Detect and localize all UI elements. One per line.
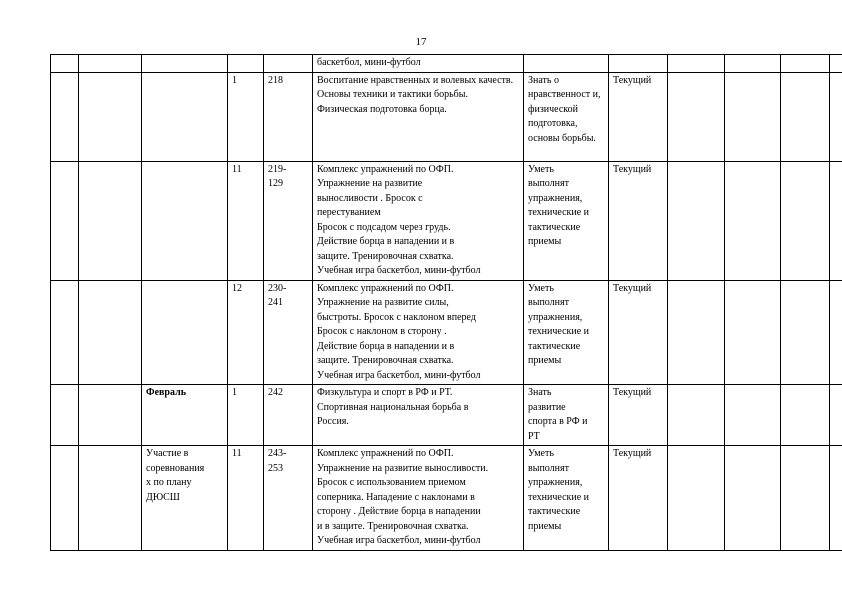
month-cell: [142, 161, 228, 280]
table-cell: [781, 385, 830, 446]
hours-cell: 11: [228, 446, 264, 551]
hours-cell: 1: [228, 72, 264, 161]
lesson-number-cell: 243- 253: [264, 446, 313, 551]
table-cell: [725, 446, 781, 551]
hours-cell: 12: [228, 280, 264, 385]
requirements-cell: Знать развитие спорта в РФ и РТ: [524, 385, 609, 446]
control-cell: Текущий: [609, 385, 668, 446]
table-cell: [228, 55, 264, 73]
table-row: [51, 280, 842, 385]
control-cell: Текущий: [609, 161, 668, 280]
month-cell: Февраль: [142, 385, 228, 446]
lesson-number-cell: 218: [264, 72, 313, 161]
table-cell: [79, 72, 142, 161]
table-cell: [781, 161, 830, 280]
hours-cell: 1: [228, 385, 264, 446]
table-cell: [830, 385, 842, 446]
table-cell: [781, 446, 830, 551]
topic-cell: баскетбол, мини-футбол: [313, 55, 524, 73]
control-cell: Текущий: [609, 72, 668, 161]
table-cell: [668, 280, 725, 385]
month-cell: [142, 72, 228, 161]
table-row: [51, 446, 842, 551]
hours-cell: 11: [228, 161, 264, 280]
table-cell: [51, 55, 79, 73]
table-cell: [830, 72, 842, 161]
table-cell: [830, 55, 842, 73]
table-row: [51, 72, 842, 161]
table-cell: [725, 161, 781, 280]
topic-cell: Комплекс упражнений по ОФП. Упражнение на развитие выносливости. Бросок с использованием приемом соперника. Нападение с наклонами в сторону . Действие борца в нападении и в защите. Тренировочная схватка. Учебная игра баскетбол, мини-футбол: [313, 446, 524, 551]
table-cell: [79, 280, 142, 385]
control-cell: Текущий: [609, 280, 668, 385]
topic-cell: Комплекс упражнений по ОФП. Упражнение на развитие силы, быстроты. Бросок с наклоном вперед Бросок с наклоном в сторону . Действие борца в нападении и в защите. Тренировочная схватка. Учебная игра баскетбол, мини-футбол: [313, 280, 524, 385]
table-cell: [51, 385, 79, 446]
page-number: 17: [415, 36, 427, 48]
table-row: [51, 161, 842, 280]
table-cell: [609, 55, 668, 73]
table-cell: [725, 280, 781, 385]
requirements-cell: Знать о нравственност и, физической подготовка, основы борьбы.: [524, 72, 609, 161]
lesson-plan-table: [50, 54, 842, 551]
table-cell: [51, 161, 79, 280]
table-cell: [725, 55, 781, 73]
lesson-number-cell: 242: [264, 385, 313, 446]
table-cell: [781, 72, 830, 161]
table-cell: [51, 446, 79, 551]
table-cell: [79, 385, 142, 446]
lesson-number-cell: 230- 241: [264, 280, 313, 385]
table-row: [51, 55, 842, 73]
table-cell: [781, 55, 830, 73]
table-cell: [524, 55, 609, 73]
topic-cell: Комплекс упражнений по ОФП. Упражнение на развитие выносливости . Бросок с перестуванием Бросок с подсадом через грудь. Действие борца в нападении и в защите. Тренировочная схватка. Учебная игра баскетбол, мини-футбол: [313, 161, 524, 280]
table-cell: [142, 55, 228, 73]
lesson-number-cell: 219- 129: [264, 161, 313, 280]
table-cell: [668, 385, 725, 446]
table-cell: [668, 72, 725, 161]
table-cell: [725, 385, 781, 446]
requirements-cell: Уметь выполнят упражнения, технические и тактические приемы: [524, 280, 609, 385]
table-cell: [264, 55, 313, 73]
table-cell: [51, 280, 79, 385]
table-cell: [830, 161, 842, 280]
table-cell: [668, 446, 725, 551]
requirements-cell: Уметь выполнят упражнения, технические и тактические приемы: [524, 161, 609, 280]
topic-cell: Воспитание нравственных и волевых качеств. Основы техники и тактики борьбы. Физическая подготовка борца.: [313, 72, 524, 161]
table-cell: [830, 280, 842, 385]
month-cell: Участие в соревнования х по плану ДЮСШ: [142, 446, 228, 551]
topic-cell: Физкультура и спорт в РФ и РТ. Спортивная национальная борьба в Россия.: [313, 385, 524, 446]
table-cell: [51, 72, 79, 161]
table-cell: [668, 55, 725, 73]
month-cell: [142, 280, 228, 385]
table-cell: [79, 446, 142, 551]
table-cell: [830, 446, 842, 551]
control-cell: Текущий: [609, 446, 668, 551]
table-cell: [79, 161, 142, 280]
table-cell: [668, 161, 725, 280]
table-row: [51, 385, 842, 446]
table-cell: [79, 55, 142, 73]
requirements-cell: Уметь выполнят упражнения, технические и тактические приемы: [524, 446, 609, 551]
table-cell: [781, 280, 830, 385]
table-cell: [725, 72, 781, 161]
